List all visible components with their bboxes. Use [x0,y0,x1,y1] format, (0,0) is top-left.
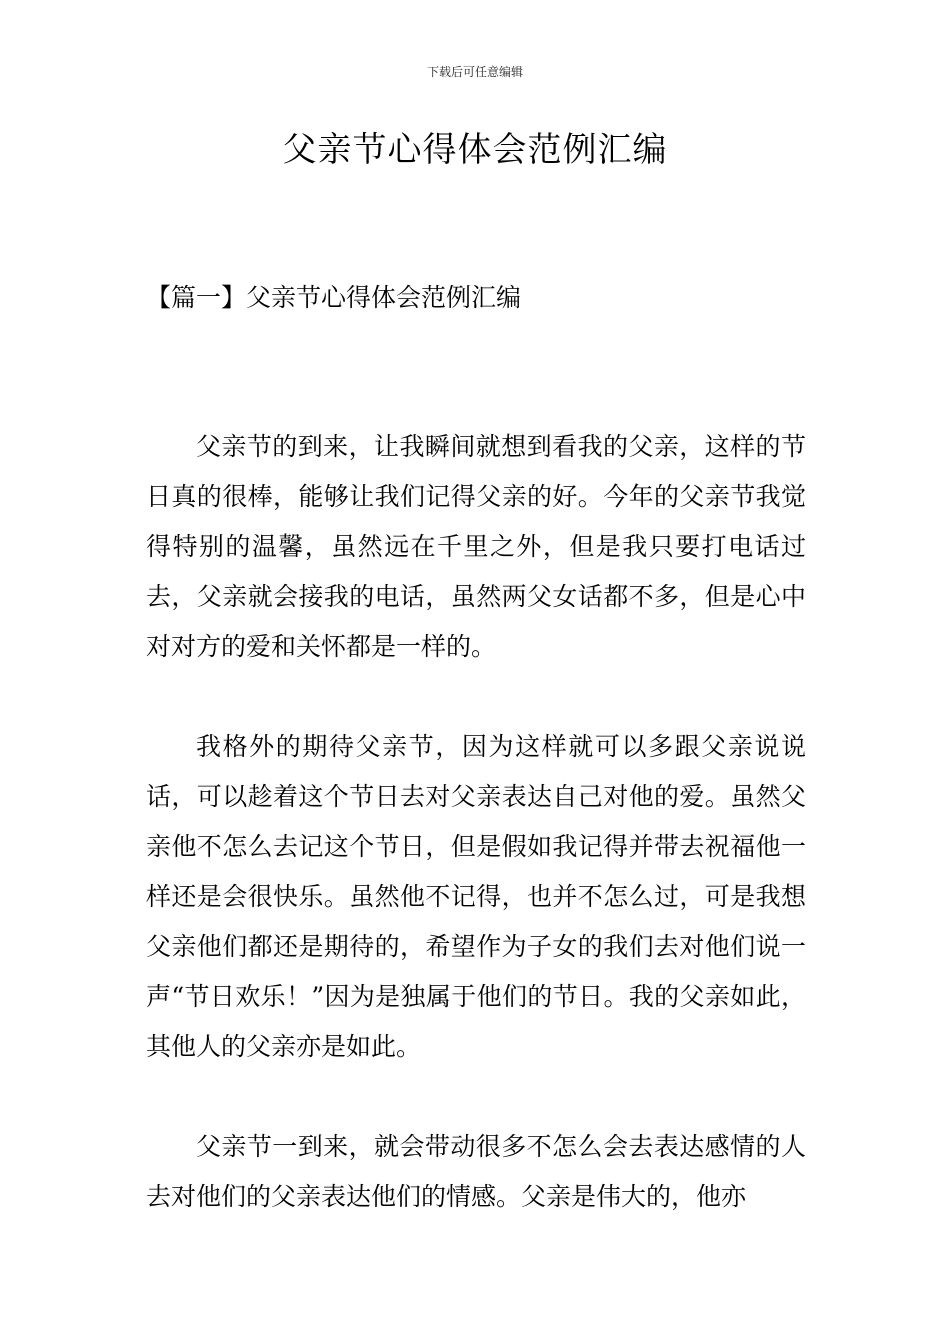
document-title: 父亲节心得体会范例汇编 [282,130,668,170]
paragraph-2: 我格外的期待父亲节，因为这样就可以多跟父亲说说话，可以趁着这个节日去对父亲表达自己对他的爱。虽然父亲他不怎么去记这个节日，但是假如我记得并带去祝福他一样还是会很快乐。虽然他不记得，也并不怎么过，可是我想父亲他们都还是期待的，希望作为子女的我们去对他们说一声“节日欢乐！”因为是独属于他们的节日。我的父亲如此，其他人的父亲亦是如此。 [146,732,806,1061]
paragraph-1: 父亲节的到来，让我瞬间就想到看我的父亲，这样的节日真的很棒，能够让我们记得父亲的好。今年的父亲节我觉得特别的温馨，虽然远在千里之外，但是我只要打电话过去，父亲就会接我的电话，虽然两父女话都不多，但是心中对对方的爱和关怀都是一样的。 [146,432,806,661]
header-note: 下载后可任意编辑 [426,65,523,79]
document-body [146,422,806,1272]
section-heading: 【篇一】父亲节心得体会范例汇编 [146,283,522,312]
paragraph-3: 父亲节一到来，就会带动很多不怎么会去表达感情的人去对他们的父亲表达他们的情感。父亲是伟大的，他亦 [146,1132,806,1211]
